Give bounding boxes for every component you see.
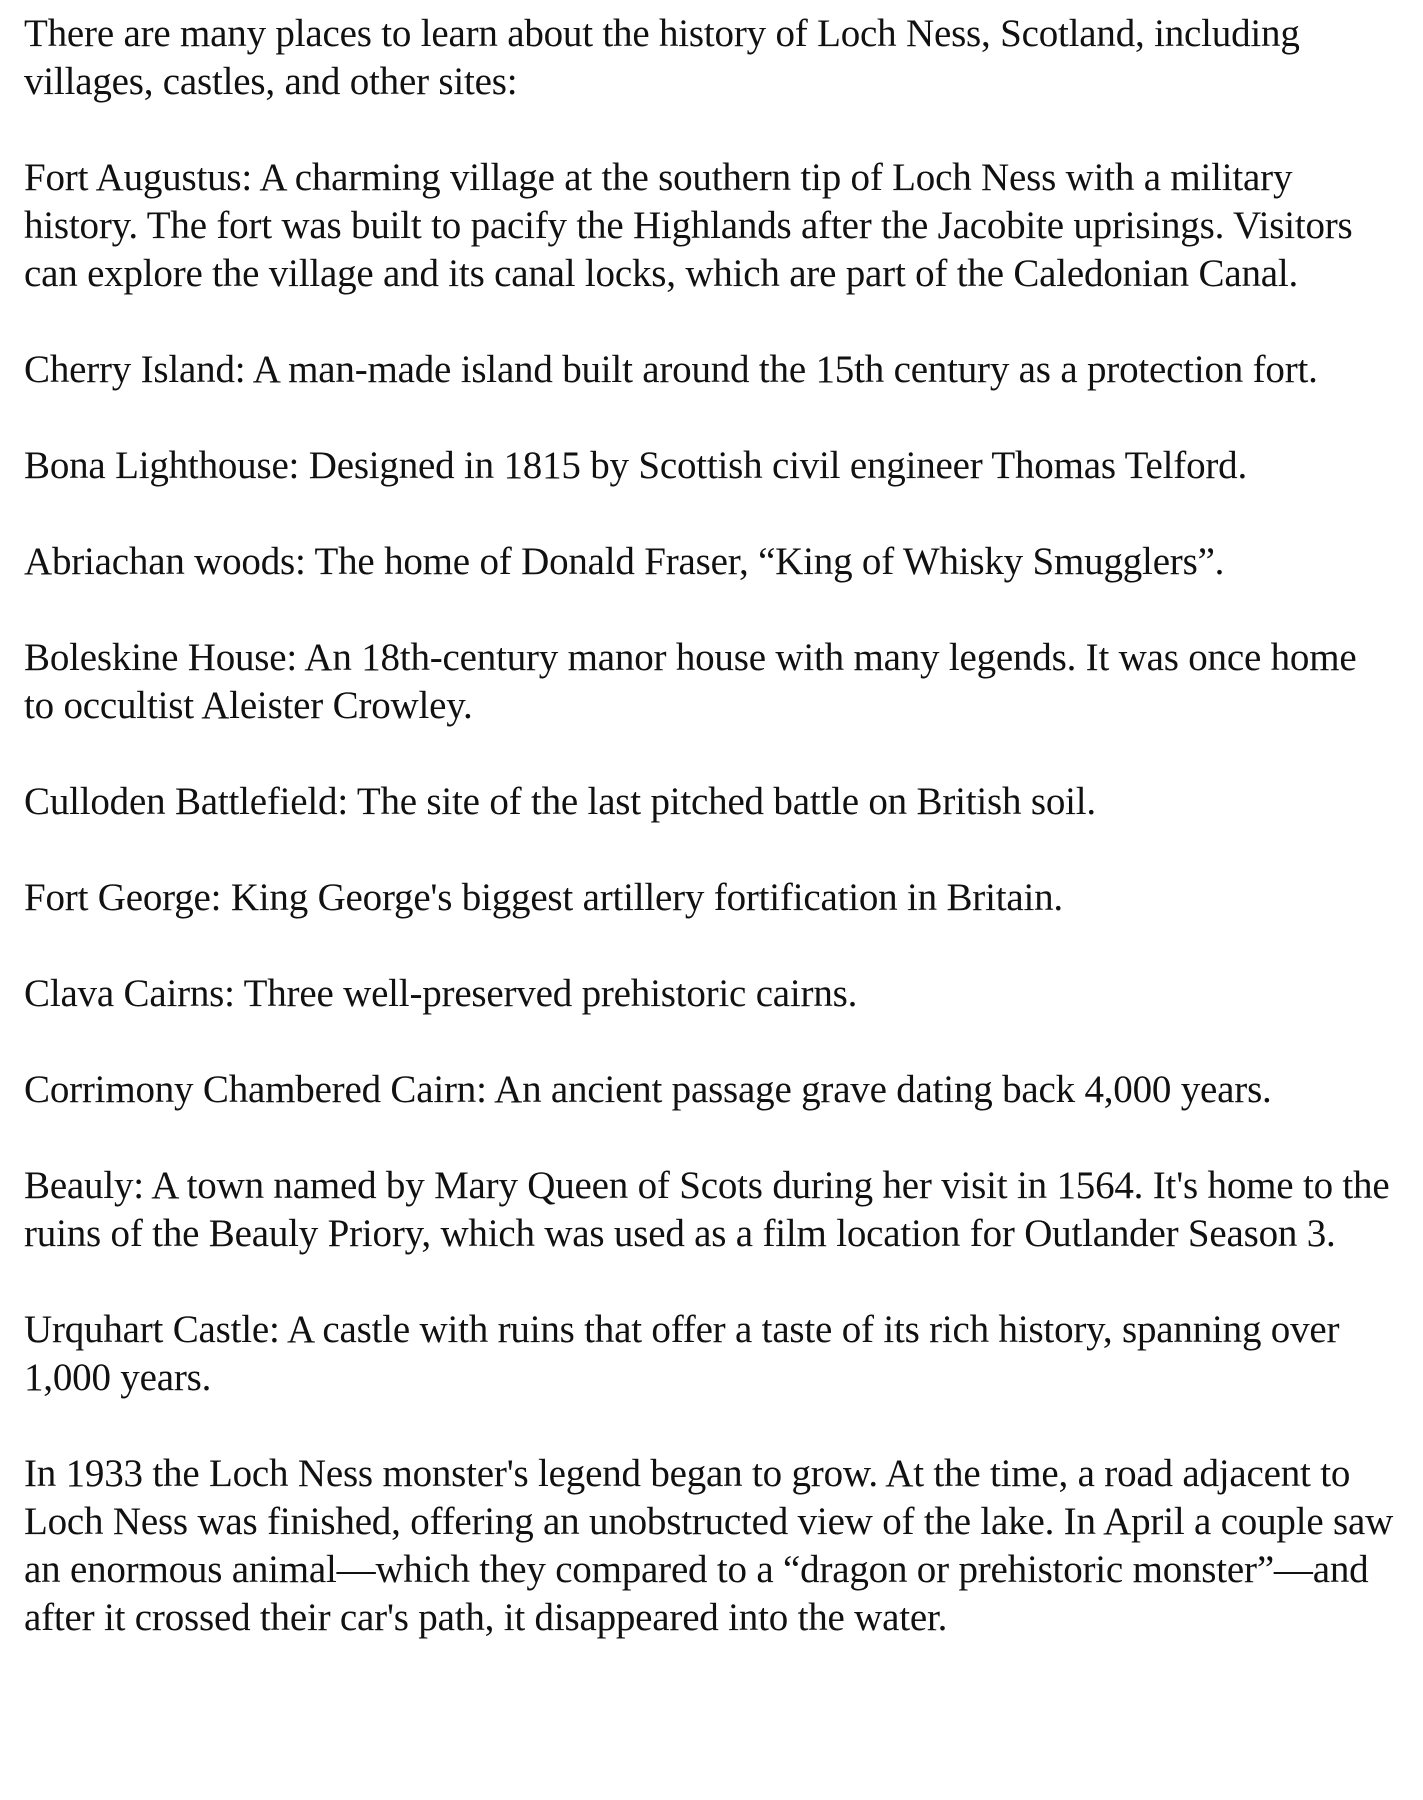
urquhart-castle-paragraph: Urquhart Castle: A castle with ruins that offer a taste of its rich history, spanning over 1,000 years. bbox=[24, 1308, 1340, 1399]
intro-paragraph: There are many places to learn about the history of Loch Ness, Scotland, including villages, castles, and other sites: bbox=[24, 12, 1300, 103]
fort-george-paragraph: Fort George: King George's biggest artillery fortification in Britain. bbox=[24, 876, 1063, 919]
bona-lighthouse-paragraph: Bona Lighthouse: Designed in 1815 by Scottish civil engineer Thomas Telford. bbox=[24, 444, 1248, 487]
clava-cairns-paragraph: Clava Cairns: Three well-preserved prehistoric cairns. bbox=[24, 972, 858, 1015]
beauly-paragraph: Beauly: A town named by Mary Queen of Scots during her visit in 1564. It's home to the ruins of the Beauly Priory, which was used as a film location for Outlander Season 3. bbox=[24, 1164, 1390, 1255]
boleskine-house-paragraph: Boleskine House: An 18th-century manor house with many legends. It was once home to occultist Aleister Crowley. bbox=[24, 636, 1357, 727]
monster-legend-paragraph: In 1933 the Loch Ness monster's legend began to grow. At the time, a road adjacent to Loch Ness was finished, offering an unobstructed view of the lake. In April a couple saw an enormous animal—which they compared to a “dragon or prehistoric monster”—and after it crossed their car's path, it disappeared into the water. bbox=[24, 1452, 1394, 1639]
cherry-island-paragraph: Cherry Island: A man-made island built around the 15th century as a protection fort. bbox=[24, 348, 1318, 391]
fort-augustus-paragraph: Fort Augustus: A charming village at the southern tip of Loch Ness with a military history. The fort was built to pacify the Highlands after the Jacobite uprisings. Visitors can explore the village and its canal locks, which are part of the Caledonian Canal. bbox=[24, 156, 1353, 295]
corrimony-cairn-paragraph: Corrimony Chambered Cairn: An ancient passage grave dating back 4,000 years. bbox=[24, 1068, 1272, 1111]
culloden-battlefield-paragraph: Culloden Battlefield: The site of the last pitched battle on British soil. bbox=[24, 780, 1096, 823]
abriachan-woods-paragraph: Abriachan woods: The home of Donald Fraser, “King of Whisky Smugglers”. bbox=[24, 540, 1225, 583]
